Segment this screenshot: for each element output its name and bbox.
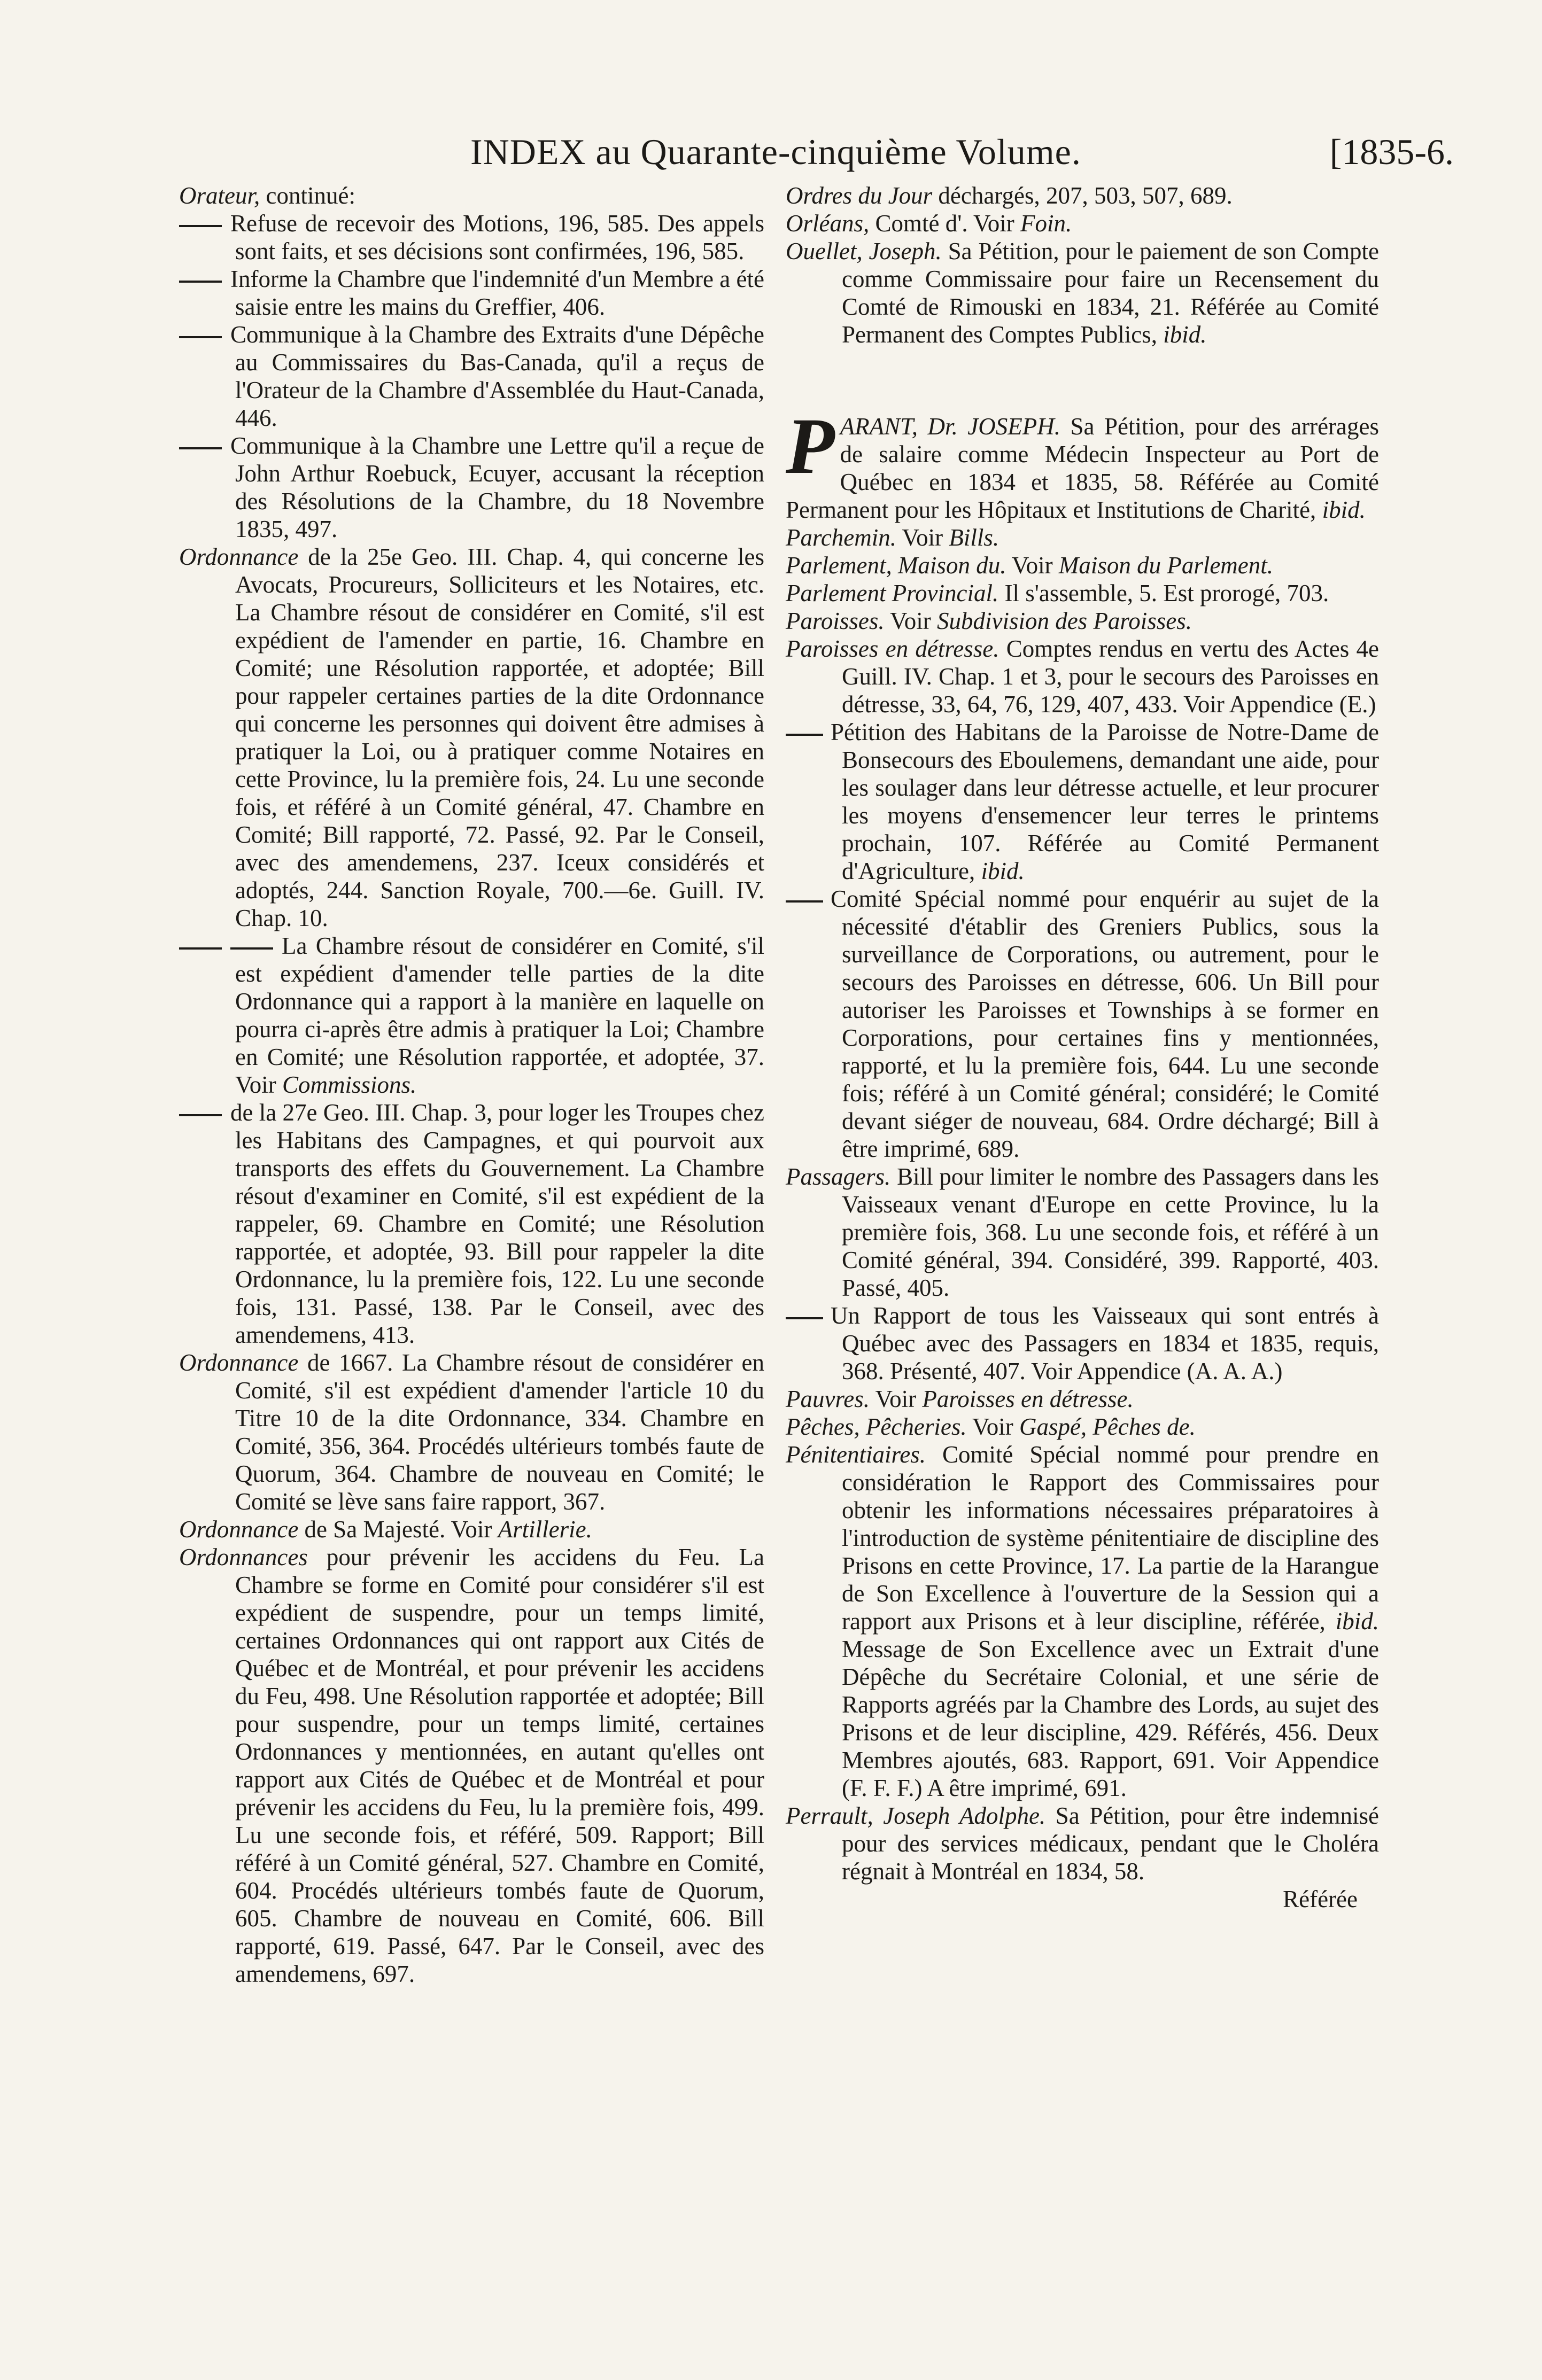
entry-body: Voir [972, 1413, 1013, 1440]
subentry-text: Communique à la Chambre une Lettre qu'il a reçue de John Arthur Roebuck, Ecuyer, accusant la réception des Résolutions de la Chambre, du 18 Novembre 1835, 497. [230, 432, 764, 542]
subentry-comite-greniers [786, 885, 1379, 1163]
cross-reference: Commissions. [282, 1071, 417, 1098]
dash-mark [179, 336, 222, 338]
entry-peches [786, 1413, 1379, 1441]
entry-body: Comité Spécial nommé pour prendre en considération le Rapport des Commissaires pour obtenir les informations nécessaires préparatoires à l'introduction de système pénitentiaire de discipline des Prisons en cette Province, 17. La partie de la Harangue de Son Excellence à l'ouverture de la Session qui a rapport aux Prisons et à leur discipline, référée, [842, 1441, 1379, 1635]
entry-paroisses-detresse [786, 635, 1379, 718]
entry-term: Ouellet, Joseph. [786, 238, 942, 265]
subentry-ordonnance-27e [179, 1099, 764, 1349]
entry-term: Pauvres. [786, 1386, 870, 1412]
entry-body: Sa Pétition, pour être indemnisé pour des services médicaux, pendant que le Choléra régnait à Montréal en 1834, 58. [842, 1802, 1379, 1885]
entry-ordres-du-jour [786, 182, 1379, 209]
entry-term: Parchemin. [786, 524, 897, 551]
subentry-ordonnance-amender [179, 932, 764, 1099]
entry-term: Perrault, Joseph Adolphe. [786, 1802, 1046, 1829]
cross-reference: Gaspé, Pêches de. [1019, 1413, 1196, 1440]
cross-reference: Subdivision des Paroisses. [936, 608, 1192, 634]
entry-orateur [179, 182, 764, 209]
entry-body: Comté d'. Voir [875, 210, 1014, 237]
entry-term: Orateur, [179, 182, 260, 209]
entry-paroisses [786, 607, 1379, 635]
dash-mark [786, 1317, 823, 1319]
ibid: ibid. [1335, 1608, 1380, 1635]
entry-body: Comptes rendus en vertu des Actes 4e Guill. IV. Chap. 1 et 3, pour le secours des Paroisses en détresse, 33, 64, 76, 129, 407, 433. Voir Appendice (E.) [842, 635, 1380, 718]
subentry-text: Informe la Chambre que l'indemnité d'un Membre a été saisie entre les mains du Greffier, 406. [230, 266, 764, 320]
entry-body: Voir [875, 1386, 917, 1412]
page-header [192, 131, 1454, 184]
section-initial: P [786, 402, 835, 491]
subentry-text: Communique à la Chambre des Extraits d'une Dépêche au Commissaires du Bas-Canada, qu'il a reçus de l'Orateur de la Chambre d'Assemblée du Haut-Canada, 446. [230, 321, 764, 431]
entry-term: Orléans, [786, 210, 870, 237]
subentry-communique-lettre [179, 432, 764, 543]
entry-parlement-provincial [786, 579, 1379, 607]
entry-term: Ordonnance [179, 1349, 299, 1376]
dash-mark [786, 900, 823, 903]
cross-reference: Foin. [1020, 210, 1072, 237]
entry-body: Voir [1011, 552, 1053, 579]
entry-parlement-maison [786, 551, 1379, 579]
entry-term: Paroisses. [786, 608, 885, 634]
cross-reference: Maison du Parlement. [1058, 552, 1274, 579]
entry-orleans [786, 209, 1379, 237]
entry-body: Bill pour limiter le nombre des Passagers dans les Vaisseaux venant d'Europe en cette Province, lu la première fois, 368. Lu une seconde fois, et référé à un Comité général, 394. Considéré, 399. Rapporté, 403. Passé, 405. [842, 1163, 1380, 1301]
entry-penitentiaires [786, 1441, 1379, 1802]
entry-body: de Sa Majesté. Voir [304, 1516, 492, 1543]
dash-mark [230, 947, 273, 950]
ibid: ibid. [981, 858, 1025, 884]
page-title: INDEX au Quarante-cinquième Volume. [470, 131, 1081, 172]
entry-parchemin [786, 524, 1379, 551]
entry-body: Sa Pétition, pour des arrérages de salaire comme Médecin Inspecteur au Port de Québec en 1834 et 1835, 58. Référée au Comité Permanent pour les Hôpitaux et Institutions de Charité, [786, 413, 1380, 523]
subentry-text: Pétition des Habitans de la Paroisse de Notre-Dame de Bonsecours des Eboulemens, demandant une aide, pour les soulager dans leur détresse actuelle, et leur procurer les moyens d'ensemencer leur terres le printems prochain, 107. Référée au Comité Permanent d'Agriculture, [831, 719, 1379, 884]
subentry-text: de la 27e Geo. III. Chap. 3, pour loger les Troupes chez les Habitans des Campagnes, et qui pourvoit aux transports des effets du Gouvernement. La Chambre résout d'examiner en Comité, s'il est expédient de la rappeler, 69. Chambre en Comité; une Résolution rapportée, et adoptée, 93. Bill pour rappeler la dite Ordonnance, lu la première fois, 122. Lu une seconde fois, 131. Passé, 138. Par le Conseil, avec des amendemens, 413. [230, 1099, 764, 1348]
entry-term: Pêches, Pêcheries. [786, 1413, 967, 1440]
subentry-text: Refuse de recevoir des Motions, 196, 585. Des appels sont faits, et ses décisions sont confirmées, 196, 585. [230, 210, 764, 265]
dash-mark [179, 447, 222, 449]
entry-body: Voir [902, 524, 943, 551]
entry-body: Il s'assemble, 5. Est prorogé, 703. [1004, 580, 1329, 606]
entry-term: Pénitentiaires. [786, 1441, 926, 1468]
subentry-text: Comité Spécial nommé pour enquérir au sujet de la nécessité d'établir des Greniers Publics, sous la surveillance de Corporations, ou autrement, pour le secours des Paroisses en détresse, 606. Un Bill pour autoriser les Paroisses et Townships à se former en Corporations, pour certaines fins y mentionnées, rapporté, et lu la première fois, 644. Lu une seconde fois; référé à un Comité général; considéré; le Comité devant siéger de nouveau, 684. Ordre déchargé; Bill à être imprimé, 689. [831, 885, 1379, 1162]
entry-passagers [786, 1163, 1379, 1302]
entry-term: Ordres du Jour [786, 182, 933, 209]
entry-term: Parlement Provincial. [786, 580, 999, 606]
entry-term: Ordonnance [179, 1516, 299, 1543]
entry-ordonnance-1667 [179, 1349, 764, 1515]
entry-term: Paroisses en détresse. [786, 635, 999, 662]
dash-mark [179, 1114, 222, 1116]
dash-mark [786, 734, 823, 736]
entry-ordonnance-25e [179, 543, 764, 932]
entry-ouellet [786, 237, 1379, 348]
entry-term: Ordonnance [179, 543, 299, 570]
entry-body: de la 25e Geo. III. Chap. 4, qui concerne les Avocats, Procureurs, Solliciteurs et les Notaires, etc. La Chambre résout de considérer en Comité, s'il est expédient de l'amender en partie, 16. Chambre en Comité; une Résolution rapportée, et adoptée; Bill pour rappeler certaines parties de la dite Ordonnance qui concerne les personnes qui doivent être admises à pratiquer la Loi, ou à pratiquer comme Notaires en cette Province, lu la première fois, 24. Lu une seconde fois, et référé à un Comité général, 47. Chambre en Comité; Bill rapporté, 72. Passé, 92. Par le Conseil, avec des amendemens, 237. Iceux considérés et adoptés, 244. Sanction Royale, 700.—6e. Guill. IV. Chap. 10. [235, 543, 764, 931]
ibid: ibid. [1163, 321, 1207, 348]
entry-name: Dr. JOSEPH. [927, 413, 1060, 440]
entry-ordonnances-feu [179, 1543, 764, 1988]
entry-body: de 1667. La Chambre résout de considérer en Comité, s'il est expédient d'amender l'article 10 du Titre 10 de la dite Ordonnance, 334. Chambre en Comité, 356, 364. Procédés ultérieurs tombés faute de Quorum, 364. Chambre de nouveau en Comité; le Comité se lève sans faire rapport, 367. [235, 1349, 764, 1515]
subentry-text: Un Rapport de tous les Vaisseaux qui sont entrés à Québec avec des Passagers en 1834 et 1835, requis, 368. Présenté, 407. Voir Appendice (A. A. A.) [831, 1302, 1379, 1385]
entry-ordonnance-majeste [179, 1515, 764, 1543]
cross-reference: Paroisses en détresse. [922, 1386, 1134, 1412]
entry-parant [786, 402, 1380, 524]
cross-reference: Bills. [949, 524, 999, 551]
dash-mark [179, 281, 222, 283]
entry-body: Voir [890, 608, 931, 634]
entry-term: ARANT, [840, 413, 918, 440]
cross-reference: Artillerie. [498, 1516, 592, 1543]
subentry-rapport-vaisseaux [786, 1302, 1379, 1385]
catchword: Référée [1283, 1886, 1358, 1912]
subentry-petition-eboulemens [786, 718, 1379, 885]
page-year: [1835-6. [1329, 131, 1454, 172]
entry-body: Sa Pétition, pour le paiement de son Compte comme Commissaire pour faire un Recensement du Comté de Rimouski en 1834, 21. Référée au Comité Permanent des Comptes Publics, [842, 238, 1379, 348]
entry-perrault [786, 1802, 1379, 1885]
ibid: ibid. [1322, 496, 1366, 523]
subentry-text: La Chambre résout de considérer en Comité, s'il est expédient d'amender telle parties de la dite Ordonnance qui a rapport à la manière en laquelle on pourra ci-après être admis à pratiquer la Loi; Chambre en Comité; une Résolution rapportée, et adoptée, 37. Voir [235, 932, 764, 1098]
dash-mark [179, 947, 222, 950]
entry-term: Parlement, Maison du. [786, 552, 1006, 579]
entry-body-cont: Message de Son Excellence avec un Extrait d'une Dépêche du Secrétaire Colonial, et une série de Rapports agréés par la Chambre des Lords, au sujet des Prisons et de leur discipline, 429. Référés, 456. Deux Membres ajoutés, 683. Rapport, 691. Voir Appendice (F. F. F.) A être imprimé, 691. [842, 1636, 1379, 1801]
dash-mark [179, 225, 222, 227]
right-column [786, 182, 1379, 1913]
section-gap [786, 348, 1379, 413]
entry-term: Ordonnances [179, 1544, 308, 1570]
subentry-communique-extraits [179, 321, 764, 432]
subentry-refuse [179, 209, 764, 265]
subentry-informe [179, 265, 764, 321]
entry-term: Passagers. [786, 1163, 891, 1190]
entry-pauvres [786, 1385, 1379, 1413]
entry-continue: continué: [266, 182, 355, 209]
entry-body: déchargés, 207, 503, 507, 689. [938, 182, 1233, 209]
entry-body: pour prévenir les accidens du Feu. La Chambre se forme en Comité pour considérer s'il est expédient de suspendre, pour un temps limité, certaines Ordonnances qui ont rapport aux Cités de Québec et de Montréal, et pour prévenir les accidens du Feu, 498. Une Résolution rapportée et adoptée; Bill pour suspendre, pour un temps limité, certaines Ordonnances y mentionnées, en autant qu'elles ont rapport aux Cités de Québec et de Montréal et pour prévenir les accidens du Feu, lu la première fois, 499. Lu une seconde fois, et référé, 509. Rapport; Bill référé à un Comité général, 527. Chambre en Comité, 604. Procédés ultérieurs tombés faute de Quorum, 605. Chambre de nouveau en Comité, 606. Bill rapporté, 619. Passé, 647. Par le Conseil, avec des amendemens, 697. [235, 1544, 765, 1987]
left-column [179, 182, 764, 1988]
